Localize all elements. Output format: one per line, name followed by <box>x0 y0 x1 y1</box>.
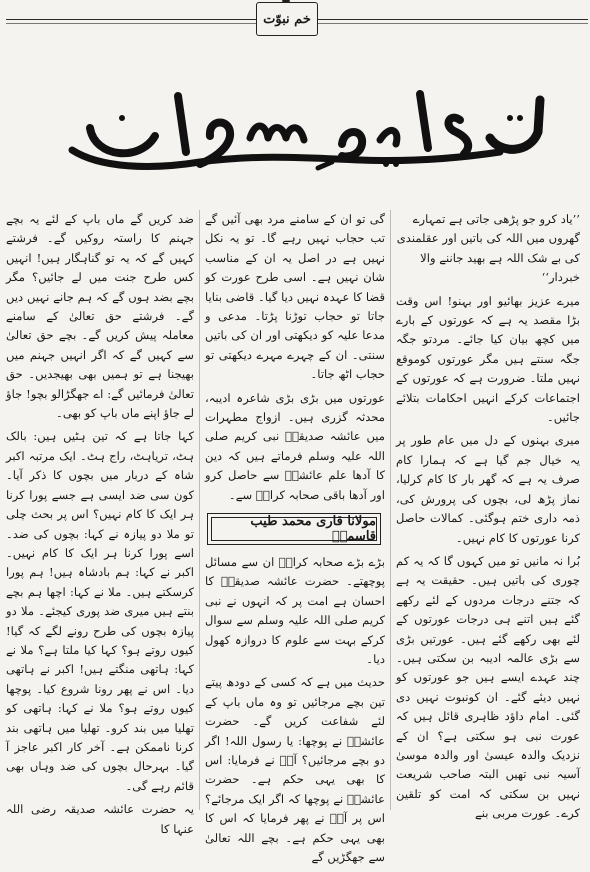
column-middle-bottom <box>205 553 385 872</box>
column-left <box>6 210 194 843</box>
column-right <box>396 210 580 828</box>
section-badge: خم نبوّت <box>256 2 318 36</box>
column-divider-left <box>199 210 200 810</box>
author-name: مولانا قاری محمد طیب قاسمیؒ <box>211 517 377 541</box>
paragraph: گی تو ان کے سامنے مرد بھی آئیں گے تب حجاب نہیں رہے گا۔ تو یہ نکل نہیں ہے در اصل یہ ان کے مناسب شان نہیں ہے۔ اسی طرح عورت کو قضا کا عہدہ نہیں دیا گیا۔ قاضی بنایا جاتا تو حجاب توڑنا پڑتا۔ مدعی و مدعا علیہ کو دیکھتی اور ان کی باتیں سنتی۔ ان کے چہرے مہرے دیکھتی تو حجاب اٹھ جاتا۔ <box>205 212 385 382</box>
paragraph: بُرا نہ مانیں تو میں کہوں گا کہ یہ کم چوری کی باتیں ہیں۔ حقیقت یہ ہے کہ جتنے درجات مردوں کے لئے رکھے گئے ہیں اتنے ہی درجات عورتوں کے لئے بھی رکھے گئے ہیں۔ عورتیں بڑی سے بڑی عالمہ ادیبہ بن سکتی ہیں۔ چند عہدے ایسے ہیں جو عورتوں کو نہیں دیئے گئے۔ ان کونبوت نہیں دی گئی۔ امام داؤد ظاہری قائل ہیں کہ عورت نبی ہو سکتی ہے؟ ان کے نزدیک والدہ عیسیٰ اور والدہ موسیٰ آسیہ نبی تھیں البتہ صاحب شریعت نہیں بن سکتی کہ امت کو تلقین کرے۔ عورت مربی بنے <box>396 553 580 821</box>
column-divider-right <box>390 210 391 810</box>
paragraph: حدیث میں ہے کہ کسی کے دودھ پیتے تین بچے مرجائیں تو وہ ماں باپ کے لئے شفاعت کریں گے۔ حضرت عائشہؓ نے پوچھا: یا رسول اللہ! اگر دو بچے مرجائیں؟ آپؐ نے فرمایا: اس کا بھی یہی حکم ہے۔ حضرت عائشہؓ نے پوچھا کہ اگر ایک مرجائے؟ اس پر آپؐ نے پھر فرمایا کہ اس کا بھی یہی حکم ہے۔ بچے اللہ تعالیٰ سے جھگڑیں گے <box>205 675 385 865</box>
paragraph: میری بہنوں کے دل میں عام طور پر یہ خیال جم گیا ہے کہ ہمارا کام صرف یہ ہے کہ گھر بار کا کام کرلیا، نماز پڑھ لی، بچوں کی پرورش کی، ذمہ داری ختم ہوگئی۔ کمالات حاصل کرنا عورتوں کا کام نہیں۔ <box>396 433 580 545</box>
article-title <box>60 88 590 183</box>
paragraph: بڑے بڑے صحابہ کرامؓ ان سے مسائل پوچھتے۔ حضرت عائشہ صدیقہؓ کا احسان ہے امت پر کہ انہوں نے نبی کریم صلی اللہ علیہ وسلم سے سوال کرکے بہت سے علوم کا دروازہ کھول دیا۔ <box>205 555 385 667</box>
paragraph: عورتوں میں بڑی بڑی شاعرہ ادیبہ، محدثہ گزری ہیں۔ ازواج مطہرات میں عائشہ صدیقہؓ نبی کریم صلی اللہ علیہ وسلم فرماتے ہیں کہ دین کا آدھا علم عائشہؓ سے حاصل کرو اور آدھا باقی صحابہ کرامؓ سے۔ <box>205 390 385 502</box>
header-rule-right-thin <box>316 23 588 24</box>
author-byline-box <box>207 513 381 545</box>
paragraph: ضد کریں گے ماں باپ کے لئے یہ بچے جہنم کا راستہ روکیں گے۔ فرشتے کہیں گے کہ یہ تو گناہگار ہیں! انہیں کس طرح جنت میں لے جائیں؟ مگر بچے بضد ہوں گے کہ ہم جانے نہیں دیں گے۔ فرشتے حق تعالیٰ کے سامنے معاملہ پیش کریں گے۔ بچے حق تعالیٰ سے کہیں گے کہ اگر انہیں جہنم میں بھیجنا ہے تو ہمیں بھی بھیجدیں۔ حق تعالیٰ فرمائیں گے: اے جھگڑالو بچو! جاؤ لے جاؤ اپنے ماں باپ کو بھی۔ <box>6 212 194 421</box>
paragraph: یہ حضرت عائشہ صدیقہ رضی اللہ عنہا کا <box>6 802 194 836</box>
column-middle-top <box>205 210 385 509</box>
quran-quote: ’’یاد کرو جو پڑھی جاتی ہے تمہارے گھروں میں اللہ کی باتیں اور عقلمندی کی بے شک اللہ ہے بھید جاننے والا خبردار‘‘ <box>396 212 580 285</box>
header-rule-left-thin <box>6 23 256 24</box>
header-rule-right <box>316 19 588 20</box>
header-rule-left <box>6 19 256 20</box>
title-calligraphy <box>60 88 590 183</box>
paragraph: کہا جاتا ہے کہ تین ہٹیں ہیں: بالک ہٹ، تریاہٹ، راج ہٹ۔ ایک مرتبہ اکبر شاہ کے دربار میں بچوں کا ذکر آیا۔ کون سی ضد ایسی ہے جسے پورا کرنا ہر ایک کا کام نہیں؟ اس پر بحث چلی تو ملا دو پیازہ نے کہا: بچوں کی ضد۔ اسے پورا کرنا ہر ایک کا کام نہیں۔ اکبر نے کہا: ہم بادشاہ ہیں! ہم پورا کرسکتے ہیں۔ ملا نے کہا: اچھا ہم بچے بنتے ہیں میری ضد پوری کیجئے۔ ملا دو پیازہ بچوں کی طرح رونے لگے کہ گیا! کیوں روتے ہو؟ کہا کیا ملتا ہے؟ ملا نے کہا: ہاتھی منگتے ہیں! اکبر نے ہاتھی دیا۔ اس نے پھر رونا شروع کیا۔ پوچھا کیوں روتے ہو؟ ملا نے کہا: ہاتھی کو تھلیا میں بند کرو۔ تھلیا میں ہاتھی بند کرنا ناممکن ہے۔ آخر کار اکبر عاجز آ گیا۔ بہرحال بچوں کی ضد وہاں بھی قائم رہے گی۔ <box>6 429 194 793</box>
paragraph: میرے عزیز بھائیو اور بہنو! اس وقت بڑا مقصد یہ ہے کہ عورتوں کے بارے میں کچھ بیان کیا جائے۔ مردتو جگہ جگہ سنتے ہیں مگر عورتوں کوموقع نہیں ملتا۔ ضرورت ہے کہ عورتوں کے اجتماعات کرکے انہیں احکامات بتلائے جائیں۔ <box>396 293 580 425</box>
